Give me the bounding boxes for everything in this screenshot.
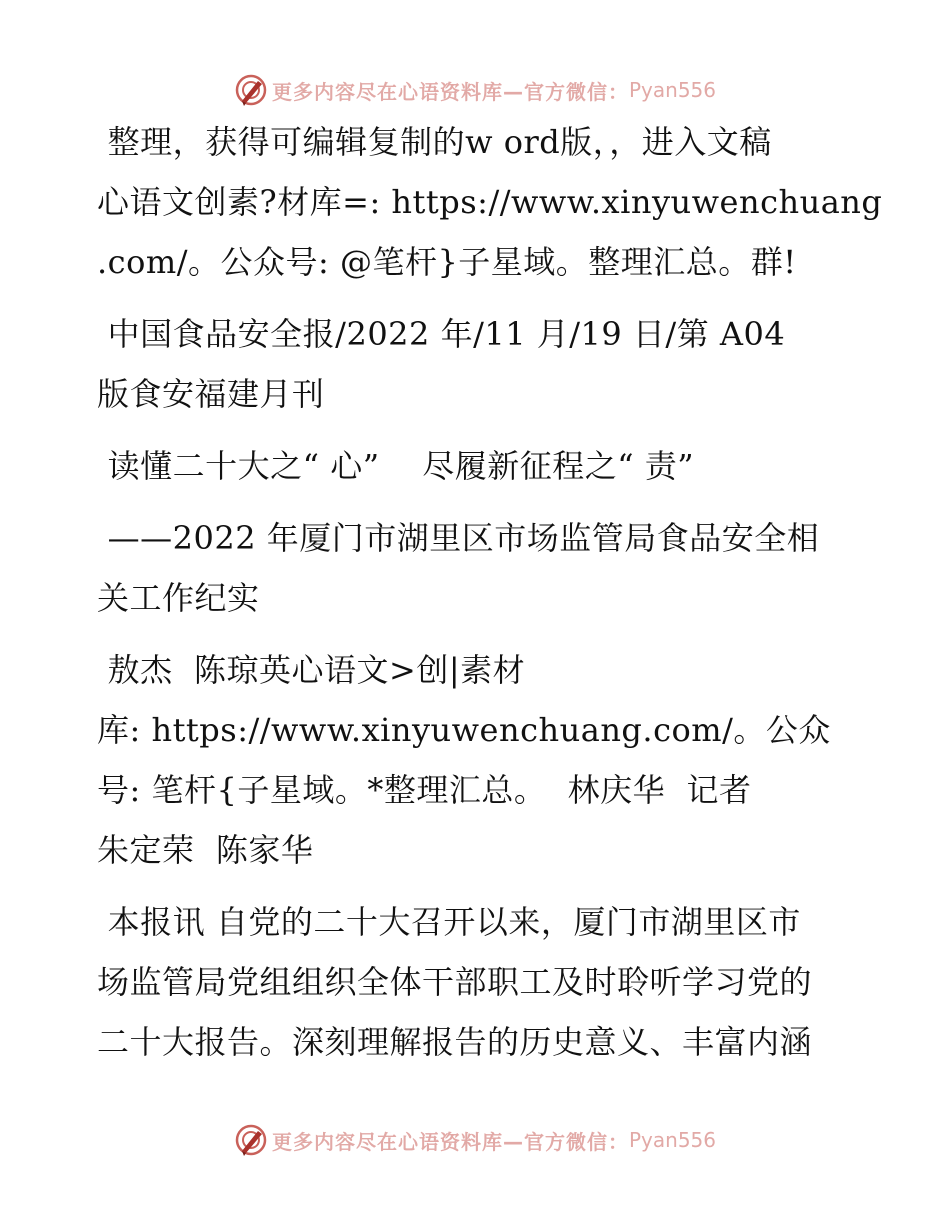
header-banner — [0, 70, 950, 110]
footer-banner-text: 更多内容尽在心语资料库—官方微信： — [271, 1129, 629, 1154]
body-line: 版食安福建月刊 — [97, 375, 325, 413]
body-line: 中国食品安全报/2022 年/11 月/19 日/第 A04 — [97, 315, 786, 353]
document-body — [97, 122, 883, 1062]
pen-logo-icon — [234, 1123, 268, 1157]
header-wechat-id: Pyan556 — [628, 78, 716, 102]
body-line: 本报讯 自党的二十大召开以来，厦门市湖里区市 — [97, 903, 801, 941]
body-line: 心语文创素?材库=: https://www.xinyuwenchuang — [97, 183, 883, 221]
body-line: 场监管局党组组织全体干部职工及时聆听学习党的 — [97, 963, 813, 1001]
footer-wechat-id: Pyan556 — [628, 1128, 716, 1152]
footer-banner — [0, 1120, 950, 1160]
body-line: 整理，获得可编辑复制的w ord版，，进入文稿 — [97, 123, 772, 161]
byline: 库: https://www.xinyuwenchuang.com/。公众 — [97, 711, 831, 749]
byline: 朱定荣 陈家华 — [97, 831, 314, 869]
byline: 敖杰 陈琼英心语文>创|素材 — [97, 651, 526, 689]
header-banner-text: 更多内容尽在心语资料库—官方微信： — [271, 79, 629, 104]
body-line: 二十大报告。深刻理解报告的历史意义、丰富内涵 — [97, 1023, 813, 1061]
body-line: .com/。公众号: @笔杆}子星域。整理汇总。群! — [97, 243, 797, 281]
section-subheading: 关工作纪实 — [97, 579, 260, 617]
section-heading: 读懂二十大之“ 心” 尽履新征程之“ 责” — [97, 447, 695, 485]
section-subheading: ——2022 年厦门市湖里区市场监管局食品安全相 — [97, 519, 820, 557]
pen-logo-icon — [234, 73, 268, 107]
byline: 号: 笔杆{子星域。*整理汇总。 林庆华 记者 — [97, 771, 752, 809]
